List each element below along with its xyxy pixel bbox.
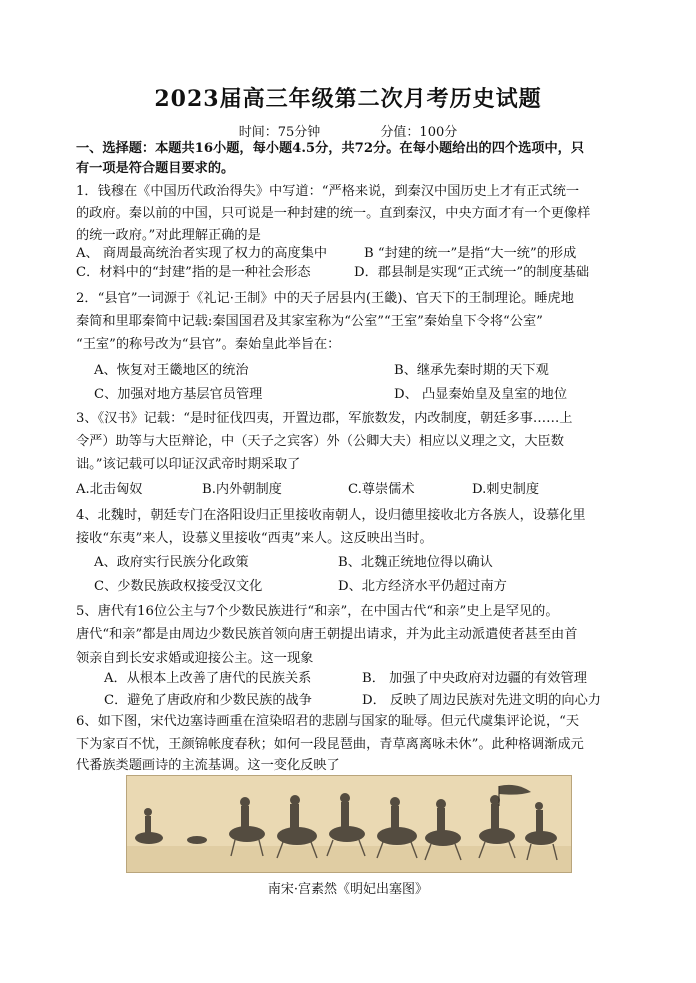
q3-stem-line-3: 诎。”该记载可以印证汉武帝时期采取了	[76, 457, 301, 472]
q1-stem-line-3: 的统一政府。”对此理解正确的是	[76, 228, 261, 243]
q3-option-c[interactable]: C.尊崇儒术	[348, 482, 415, 497]
q1-option-d[interactable]: D．郡县制是实现“正式统一”的制度基础	[354, 265, 590, 280]
q2-option-b[interactable]: B、继承先秦时期的天下观	[394, 363, 549, 378]
q2-stem-line-1: 2．“县官”一词源于《礼记·王制》中的天子居县内(王畿)、官天下的王制理论。睡虎地	[76, 291, 574, 306]
q5-stem-line-2: 唐代“和亲”都是由周边少数民族首领向唐王朝提出请求，并为此主动派遣使者甚至由首	[76, 627, 578, 642]
q3-stem-line-2: 令严）助等与大臣辩论，中（天子之宾客）外（公卿大夫）相应以义理之文，大臣数	[76, 434, 564, 449]
q1-option-b[interactable]: B “封建的统一”是指“大一统”的形成	[364, 246, 577, 261]
q5-option-a[interactable]: A．从根本上改善了唐代的民族关系	[104, 671, 312, 686]
q1-option-c[interactable]: C．材料中的“封建”指的是一种社会形态	[76, 265, 311, 280]
page-title: 2023届高三年级第二次月考历史试题	[154, 86, 542, 112]
instructions-line-2: 有一项是符合题目要求的。	[76, 161, 235, 176]
q6-stem-line-1: 6、如下图，宋代边塞诗画重在渲染昭君的悲剧与国家的耻辱。但元代虞集评论说，“天	[76, 714, 580, 729]
q6-stem-line-2: 下为家百不忧，王颜锦帐度春秋；如何一段昆琶曲，青草离离咏未休”。此种格调渐成元	[76, 737, 584, 752]
q2-option-d[interactable]: D、 凸显秦始皇及皇室的地位	[394, 387, 568, 402]
q4-stem-line-1: 4、北魏时，朝廷专门在洛阳设归正里接收南朝人，设归德里接收北方各族人，设慕化里	[76, 508, 586, 523]
q4-option-a[interactable]: A、政府实行民族分化政策	[94, 555, 249, 570]
q3-stem-line-1: 3、《汉书》记载：“是时征伐四夷，开置边郡，军旅数发，内改制度，朝廷多事……上	[76, 411, 573, 426]
q4-stem-line-2: 接收“东夷”来人，设慕义里接收“西夷”来人。这反映出当时。	[76, 531, 433, 546]
q5-option-b[interactable]: B． 加强了中央政府对边疆的有效管理	[362, 671, 587, 686]
exam-score: 分值：100分	[380, 125, 458, 140]
q2-stem-line-2: 秦简和里耶秦简中记载:秦国国君及其家室称为“公室”“王室”秦始皇下令将“公室”	[76, 314, 543, 329]
painting-horse-riders-icon	[126, 775, 572, 873]
exam-time: 时间：75分钟	[238, 125, 321, 140]
exam-meta	[0, 121, 696, 140]
instructions-line-1: 一、选择题：本题共16小题，每小题4.5分，共72分。在每小题给出的四个选项中，只	[76, 141, 585, 156]
figure-caption: 南宋·宫素然《明妃出塞图》	[267, 882, 429, 897]
painting-figure	[127, 776, 571, 872]
q5-stem-line-1: 5、唐代有16位公主与7个少数民族进行“和亲”，在中国古代“和亲”史上是罕见的。	[76, 604, 559, 619]
q2-option-c[interactable]: C、加强对地方基层官员管理	[94, 387, 263, 402]
q4-option-d[interactable]: D、北方经济水平仍超过南方	[338, 579, 507, 594]
q2-option-a[interactable]: A、恢复对王畿地区的统治	[94, 363, 249, 378]
q6-stem-line-3: 代番族类题画诗的主流基调。这一变化反映了	[76, 758, 340, 773]
q1-stem-line-2: 的政府。秦以前的中国，只可说是一种封建的统一。直到秦汉，中央方面才有一个更像样	[76, 206, 591, 221]
q2-stem-line-3: “王室”的称号改为“县官”。秦始皇此举旨在：	[76, 337, 341, 352]
q1-stem-line-1: 1．钱穆在《中国历代政治得失》中写道：“严格来说，到秦汉中国历史上才有正式统一	[76, 184, 580, 199]
q5-option-d[interactable]: D． 反映了周边民族对先进文明的向心力	[362, 693, 601, 708]
q1-option-a[interactable]: A、 商周最高统治者实现了权力的高度集中	[76, 246, 328, 261]
q3-option-a[interactable]: A.北击匈奴	[76, 482, 143, 497]
q4-option-b[interactable]: B、北魏正统地位得以确认	[338, 555, 493, 570]
q5-option-c[interactable]: C．避免了唐政府和少数民族的战争	[104, 693, 312, 708]
q4-option-c[interactable]: C、少数民族政权接受汉文化	[94, 579, 263, 594]
q3-option-d[interactable]: D.刺史制度	[472, 482, 540, 497]
q3-option-b[interactable]: B.内外朝制度	[202, 482, 282, 497]
q5-stem-line-3: 领亲自到长安求婚或迎接公主。这一现象	[76, 651, 314, 666]
